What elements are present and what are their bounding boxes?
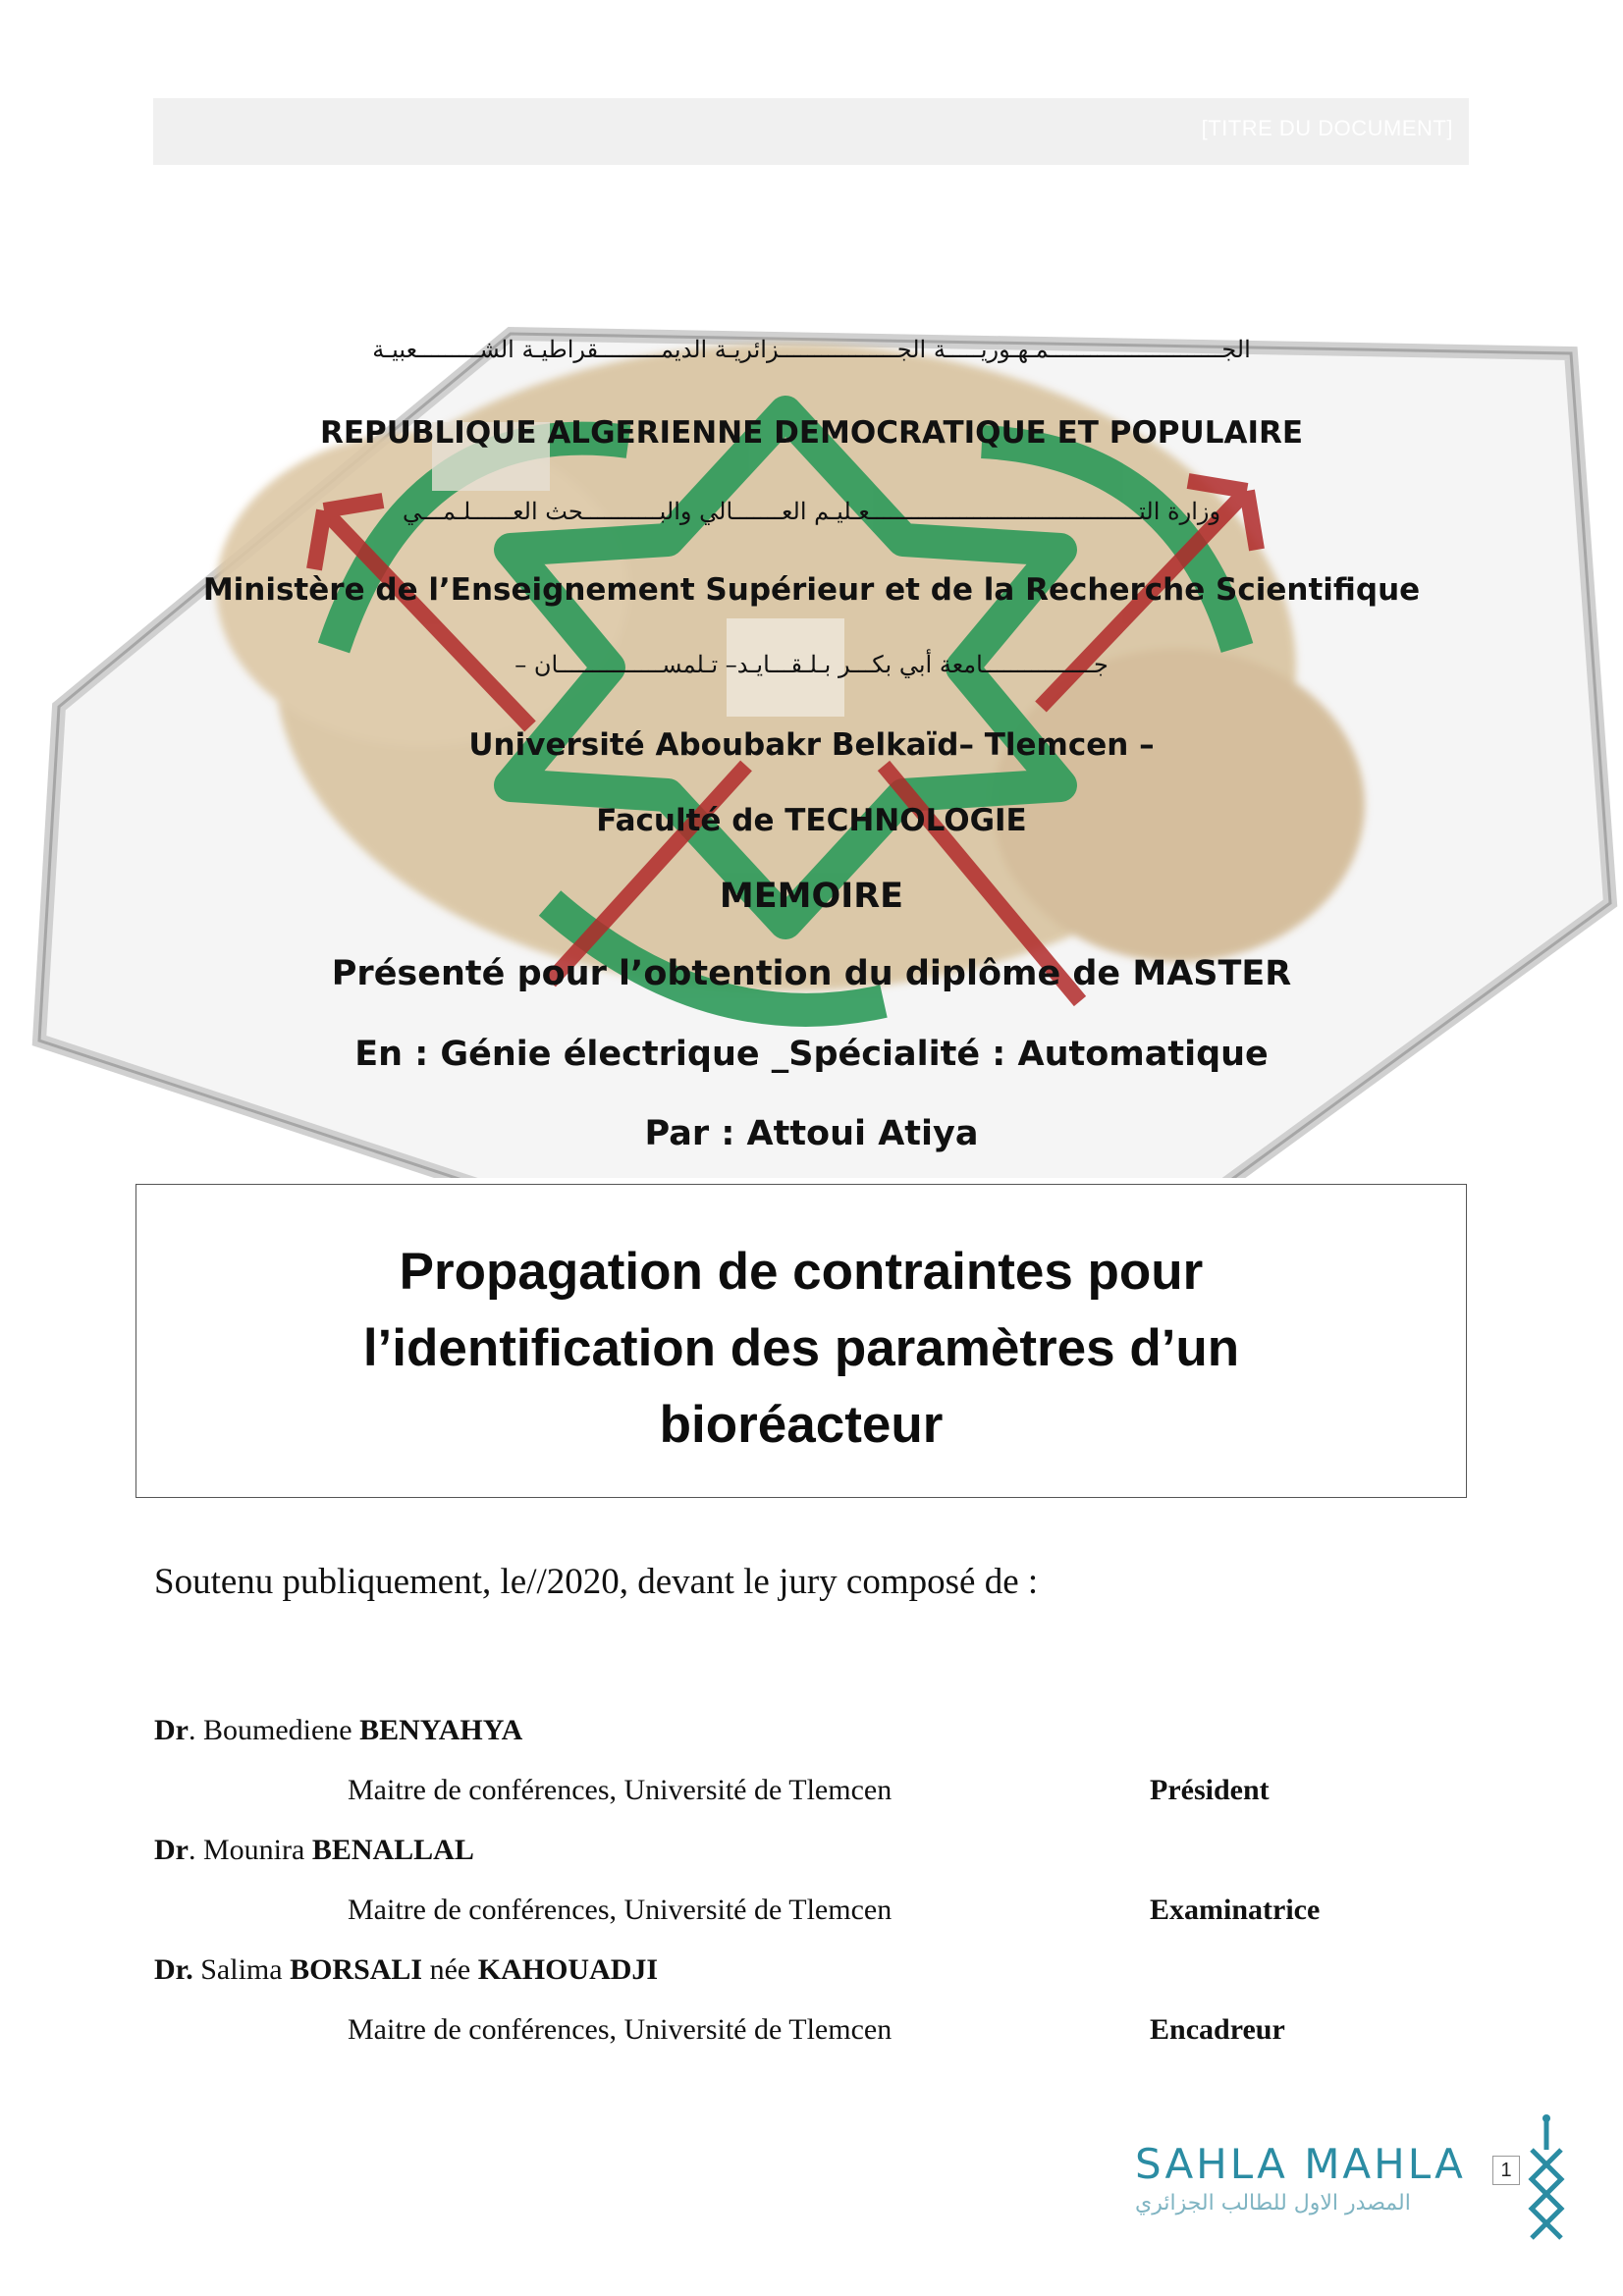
faculty-heading: Faculté de TECHNOLOGIE — [596, 803, 1027, 838]
jury-member-role: Encadreur — [1150, 2013, 1285, 2046]
document-type: MEMOIRE — [719, 877, 904, 916]
jury-member-name: Dr. Boumediene BENYAHYA — [154, 1714, 523, 1746]
arabic-republic-heading: الجـــــــــــــــــــــــــمـهـوريـــــة الجـــــــــــــــــزائريـة الديمـــــــــقراطيـة الشـــــــــعبيـة — [372, 336, 1251, 363]
jury-member-role: Président — [1150, 1774, 1270, 1806]
defense-statement: Soutenu publiquement, le//2020, devant le jury composé de : — [154, 1562, 1039, 1602]
jury-member-title: Maitre de conférences, Université de Tlemcen — [348, 1774, 893, 1806]
jury-member-title: Maitre de conférences, Université de Tlemcen — [348, 1894, 893, 1926]
degree-purpose: Présenté pour l’obtention du diplôme de MASTER — [331, 954, 1292, 993]
ministry-heading: Ministère de l’Enseignement Supérieur et de la Recherche Scientifique — [202, 572, 1421, 608]
logo-brand-text: SAHLA MAHLA — [1135, 2140, 1466, 2188]
jury-member-role: Examinatrice — [1150, 1894, 1321, 1926]
document-header-bar — [153, 98, 1469, 165]
thesis-title-line-1: Propagation de contraintes pour — [399, 1243, 1204, 1301]
thesis-title-line-2: l’identification des paramètres d’un — [362, 1319, 1240, 1377]
page-number: 1 — [1492, 2156, 1520, 2185]
thesis-title — [136, 1234, 1466, 1464]
calligraphy-mark-icon — [1517, 2110, 1576, 2258]
republic-heading: REPUBLIQUE ALGERIENNE DEMOCRATIQUE ET POPULAIRE — [319, 415, 1304, 451]
thesis-title-box — [135, 1184, 1467, 1498]
field-specialty: En : Génie électrique _Spécialité : Automatique — [354, 1035, 1269, 1074]
logo-tagline: المصدر الاول للطالب الجزائري — [1135, 2191, 1411, 2216]
jury-member-name: Dr. Mounira BENALLAL — [154, 1834, 474, 1866]
author-line: Par : Attoui Atiya — [644, 1114, 979, 1153]
university-heading: Université Aboubakr Belkaïd– Tlemcen – — [468, 727, 1155, 763]
sahla-mahla-logo — [1129, 2110, 1581, 2258]
jury-member-name: Dr. Salima BORSALI née KAHOUADJI — [154, 1953, 659, 1986]
arabic-ministry-heading: وزارة التـــــــــــــــــــــــــــــــــــــــعـليـم العـــــــالي والبـــــــــــحث العــــــلـمـــي — [402, 498, 1221, 525]
thesis-title-line-3: bioréacteur — [659, 1396, 944, 1454]
document-title-placeholder: [TITRE DU DOCUMENT] — [1201, 116, 1453, 140]
arabic-university-heading: جــــــــــــــــامعة أبي بكـــر بـلـقـــايـد– تـلمســـــــــــــــان – — [514, 651, 1109, 678]
jury-member-title: Maitre de conférences, Université de Tlemcen — [348, 2013, 893, 2046]
